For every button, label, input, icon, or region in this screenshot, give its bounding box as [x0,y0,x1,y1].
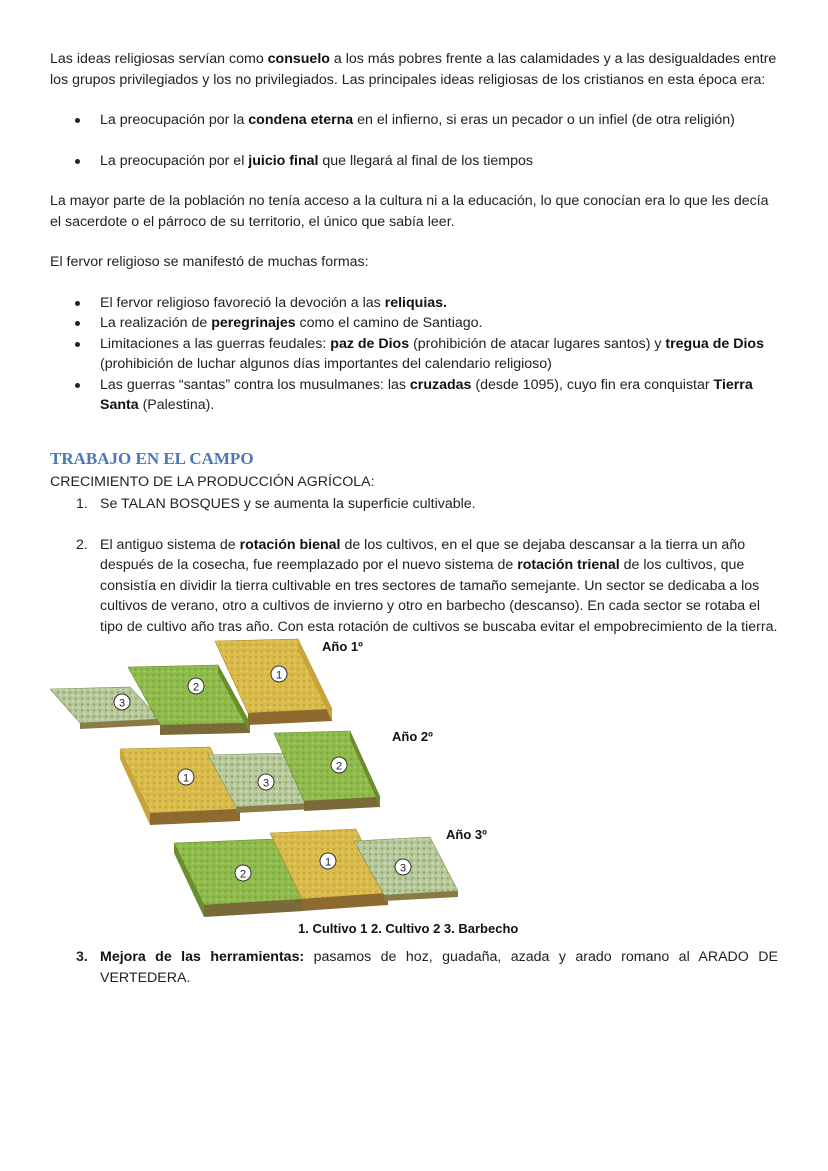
step-bold: rotación bienal [239,536,341,553]
step-text: Se TALAN BOSQUES y se aumenta la superficie cultivable. [100,496,476,512]
bullet-icon [75,159,80,164]
year3-label: Año 3º [446,827,487,842]
step-bold: Mejora de las herramientas: [100,949,305,965]
culture-paragraph: La mayor parte de la población no tenía acceso a la cultura ni a la educación, lo que conocían era lo que les decía el sacerdote o el párroco de su territorio, el único que sabía leer. [50,193,769,230]
diagram-caption: 1. Cultivo 1 2. Cultivo 2 3. Barbecho [298,921,519,936]
bullet-icon [75,301,80,306]
belief-text: La preocupación por la [100,112,249,128]
steps-list-continued [50,947,778,988]
fervor-text: (Palestina). [138,397,215,413]
step-number: 1. [76,496,88,512]
bullet-icon [75,118,80,123]
fervor-text: (prohibición de luchar algunos días importantes del calendario religioso) [100,356,552,372]
marker-year2-3 [258,774,274,790]
fervor-text: Limitaciones a las guerras feudales: [100,335,331,352]
bullet-icon [75,383,80,388]
year2-label: Año 2º [392,729,433,744]
marker-year2-1 [178,769,194,785]
svg-text:2: 2 [192,681,200,694]
belief-bold: condena eterna [248,112,354,128]
svg-text:2: 2 [239,868,247,881]
svg-text:3: 3 [399,862,407,875]
belief-item [50,110,778,131]
svg-text:1: 1 [275,669,283,682]
fervor-bold: paz de Dios [330,335,410,352]
fervor-text: (desde 1095), cuyo fin era conquistar [471,376,714,393]
fervor-intro: El fervor religioso se manifestó de muchas formas: [50,254,369,270]
marker-year1-2 [188,678,204,694]
belief-text: en el infierno, si eras un pecador o un infiel (de otra religión) [353,112,735,128]
section-title: TRABAJO EN EL CAMPO [50,448,254,468]
year1-label: Año 1º [322,639,363,654]
belief-bold: juicio final [248,152,319,169]
fervor-text: La realización de [100,315,212,331]
svg-text:1: 1 [182,772,190,785]
beliefs-list [50,110,778,171]
step-text: de los cultivos, que consistía en dividir la tierra cultivable en tres sectores de tamaño semejante. Un sector se dedicaba a los cultivos de verano, otro a cultivos de invierno y otro en barbecho (descanso). En cada sector se rotaba el tipo de cultivo año tras año. Con esta rotación de cultivos se buscaba evitar el empobrecimiento de la tierra. [100,557,778,635]
step-bold: rotación trienal [517,557,620,573]
fervor-text: (prohibición de atacar lugares santos) y [409,335,666,352]
fervor-item [50,375,778,416]
step-text: pasamos de hoz, guadaña, azada y arado romano al ARADO DE VERTEDERA. [100,949,778,986]
step-item [50,535,778,638]
marker-year3-1 [320,853,336,869]
fervor-bold: peregrinajes [211,315,300,331]
intro-bold: consuelo [267,51,330,67]
document-page [50,49,778,988]
svg-text:3: 3 [262,777,270,790]
intro-paragraph [50,49,778,90]
step-item [50,494,778,515]
marker-year3-2 [235,865,251,881]
fervor-text: El fervor religioso favoreció la devoción a las [100,294,385,311]
svg-text:2: 2 [335,760,343,773]
step-text: El antiguo sistema de [100,536,240,553]
rotation-illustration [50,637,778,933]
bullet-icon [75,342,80,347]
step-item [50,947,778,988]
section-subtitle: CRECIMIENTO DE LA PRODUCCIÓN AGRÍCOLA: [50,473,375,490]
belief-text: que llegará al final de los tiempos [318,152,533,169]
fervor-bold: cruzadas [409,376,472,393]
fervor-bold: reliquias. [384,294,447,311]
bullet-icon [75,321,80,326]
belief-item [50,151,778,172]
fervor-bold: Tierra Santa [100,376,753,413]
marker-year1-3 [114,694,130,710]
fervor-text: como el camino de Santiago. [299,315,483,331]
crop-rotation-diagram [50,637,778,936]
step-number: 3. [76,949,88,965]
intro-text-end: a los más pobres frente a las calamidades y a las desigualdades entre los grupos privilegiados y los no privilegiados. Las principales ideas religiosas de los cristianos en esta época era: [50,51,777,88]
marker-year2-2 [331,757,347,773]
fervor-item [50,334,778,375]
fervor-list [50,293,778,416]
belief-text: La preocupación por el [100,152,249,169]
intro-text-start: Las ideas religiosas servían como [50,51,268,67]
fervor-item [50,313,778,334]
marker-year3-3 [395,859,411,875]
fervor-text: Las guerras “santas” contra los musulmanes: las [100,376,410,393]
step-number: 2. [76,536,88,553]
fervor-item [50,293,778,314]
steps-list [50,494,778,637]
marker-year1-1 [271,666,287,682]
fervor-bold: tregua de Dios [665,335,764,352]
svg-text:1: 1 [324,856,332,869]
step-text: de los cultivos, en el que se dejaba descansar a la tierra un año después de la cosecha, fue reemplazado por el nuevo sistema de [100,536,746,573]
svg-text:3: 3 [118,697,126,710]
